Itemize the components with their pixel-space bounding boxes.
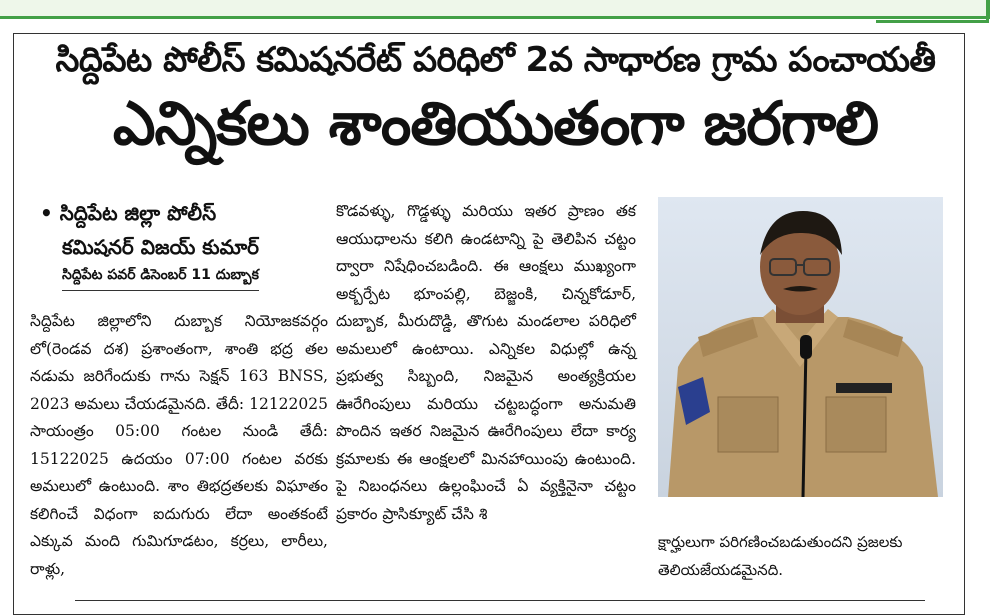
- byline-block: [40, 196, 330, 291]
- commissioner-photo: [658, 197, 943, 497]
- top-green-strip: [0, 0, 990, 19]
- photo-caption: క్షార్హులుగా పరిగణించబడుతుందని ప్రజలకు తెలియజేయడమైనది.: [658, 533, 903, 579]
- byline-name-1: సిద్దిపేట జిల్లా పోలీస్: [59, 201, 217, 225]
- top-banner: [0, 0, 991, 26]
- body-column-2: కొడవళ్ళు, గొడ్డళ్ళు మరియు ఇతర ప్రాణం తక ఆయుధాలను కలిగి ఉండటాన్ని పై తెలిపిన చట్టం ద్వారా నిషేధించబడింది. ఈ ఆంక్షలు ముఖ్యంగా అక్బర్పేట భూంపల్లి, బెజ్జంకి, చిన్నకోడూర్, దుబ్బాక, మీరుదొడ్డి, తొగుట మండలాల పరిధిలో అమలులో ఉంటాయి. ఎన్నికల విధుల్లో ఉన్న ప్రభుత్వ సిబ్బంది, నిజమైన అంత్యక్రియల ఊరేగింపులు మరియు చట్టబద్ధంగా అనుమతి పొందిన ఇతర నిజమైన ఊరేగింపులు లేదా కార్య క్రమాలకు ఈ ఆంక్షలలో మినహాయింపు ఉంటుంది. పై నిబంధనలు ఉల్లంఘించే ఏ వ్యక్తినైనా చట్టం ప్రకారం ప్రాసిక్యూట్ చేసి శి: [336, 202, 636, 523]
- bottom-rule: [75, 600, 925, 601]
- officer-portrait: [658, 197, 943, 497]
- headline-line1: సిద్దిపేట పోలీస్ కమిషనరేట్ పరిధిలో 2వ సాధారణ గ్రామ పంచాయతీ: [55, 40, 936, 80]
- byline-name-line1: [40, 196, 330, 230]
- top-green-corner: [876, 0, 989, 23]
- bullet-icon: •: [40, 201, 53, 225]
- dateline: సిద్దిపేట పవర్ డిసెంబర్ 11 దుబ్బాక: [62, 267, 259, 291]
- headline-line2: ఎన్నికలు శాంతియుతంగా జరగాలి: [112, 89, 879, 159]
- body-column-1: సిద్దిపేట జిల్లాలోని దుబ్బాక నియోజకవర్గం లో(రెండవ దశ) ప్రశాంతంగా, శాంతి భద్ర తల నడుమ జరిగేందుకు గాను సెక్షన్ 163 BNSS, 2023 అమలు చేయడమైనది. తేదీ: 12122025 సాయంత్రం 05:00 గంటల నుండి తేదీ: 15122025 ఉదయం 07:00 గంటల వరకు అమలులో ఉంటుంది. శాం తిభద్రతలకు విఘాతం కలిగించే విధంగా ఐదుగురు లేదా అంతకంటే ఎక్కువ మంది గుమిగూడటం, కర్రలు, లారీలు, రాళ్లు,: [30, 312, 328, 578]
- byline-name-line2: కమిషనర్ విజయ్ కుమార్: [62, 235, 260, 259]
